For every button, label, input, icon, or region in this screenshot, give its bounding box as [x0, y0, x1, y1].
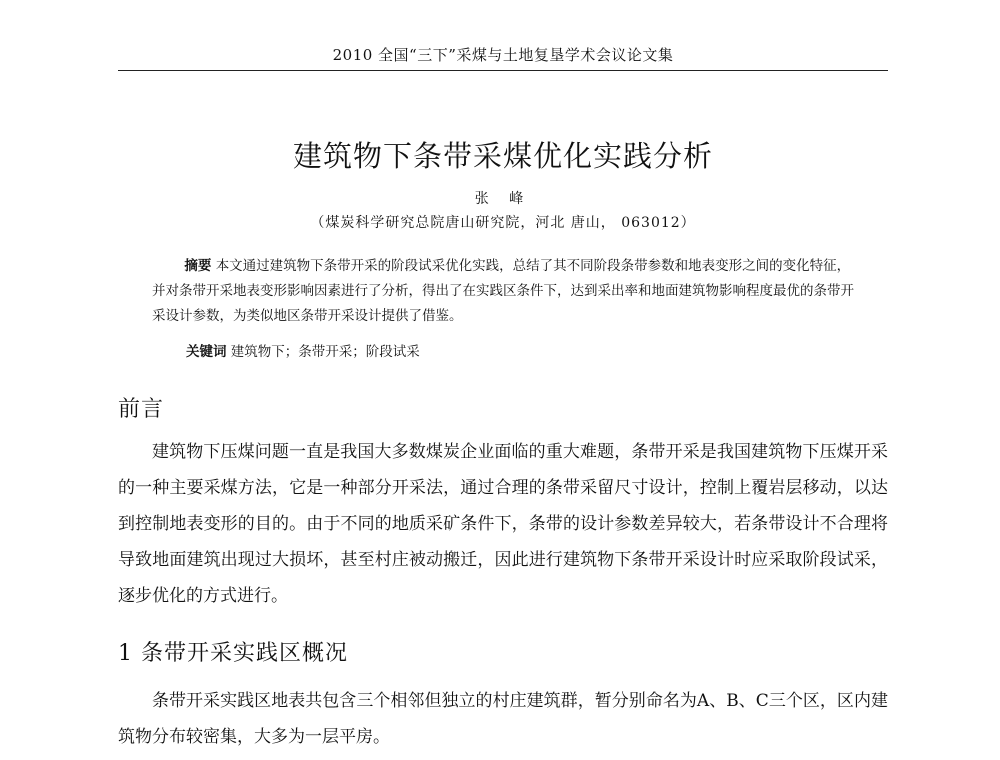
header-rule — [118, 70, 888, 71]
abstract-label: 摘要 — [184, 258, 212, 274]
keywords-text: 建筑物下；条带开采；阶段试采 — [230, 344, 420, 360]
section-paragraph-intro: 建筑物下压煤问题一直是我国大多数煤炭企业面临的重大难题，条带开采是我国建筑物下压煤开采的一种主要采煤方法，它是一种部分开采法，通过合理的条带采留尺寸设计，控制上覆岩层移动，以达到控制地表变形的目的。由于不同的地质采矿条件下，条带的设计参数差异较大，若条带设计不合理将导致地面建筑出现过大损坏，甚至村庄被动搬迁，因此进行建筑物下条带开采设计时应采取阶段试采，逐步优化的方式进行。 — [118, 442, 888, 606]
section-heading-intro: 前言 — [118, 397, 165, 422]
running-header: 2010 全国“三下”采煤与土地复垦学术会议论文集 — [332, 46, 674, 64]
affiliation: （煤炭科学研究总院唐山研究院，河北 唐山， 063012） — [310, 215, 696, 231]
author: 张 峰 — [474, 191, 532, 207]
keywords — [186, 340, 420, 360]
abstract — [152, 254, 860, 329]
section-paragraph-1: 条带开采实践区地表共包含三个相邻但独立的村庄建筑群，暂分别命名为A、B、C三个区，区内建筑物分布较密集，大多为一层平房。 — [118, 691, 888, 747]
keywords-label: 关键词 — [186, 344, 227, 360]
paper-title: 建筑物下条带采煤优化实践分析 — [292, 139, 713, 173]
section-heading-1: 1 条带开采实践区概况 — [118, 641, 348, 666]
abstract-text: 本文通过建筑物下条带开采的阶段试采优化实践，总结了其不同阶段条带参数和地表变形之间的变化特征，并对条带开采地表变形影响因素进行了分析，得出了在实践区条件下，达到采出率和地面建筑物影响程度最优的条带开采设计参数，为类似地区条带开采设计提供了借鉴。 — [152, 258, 854, 324]
